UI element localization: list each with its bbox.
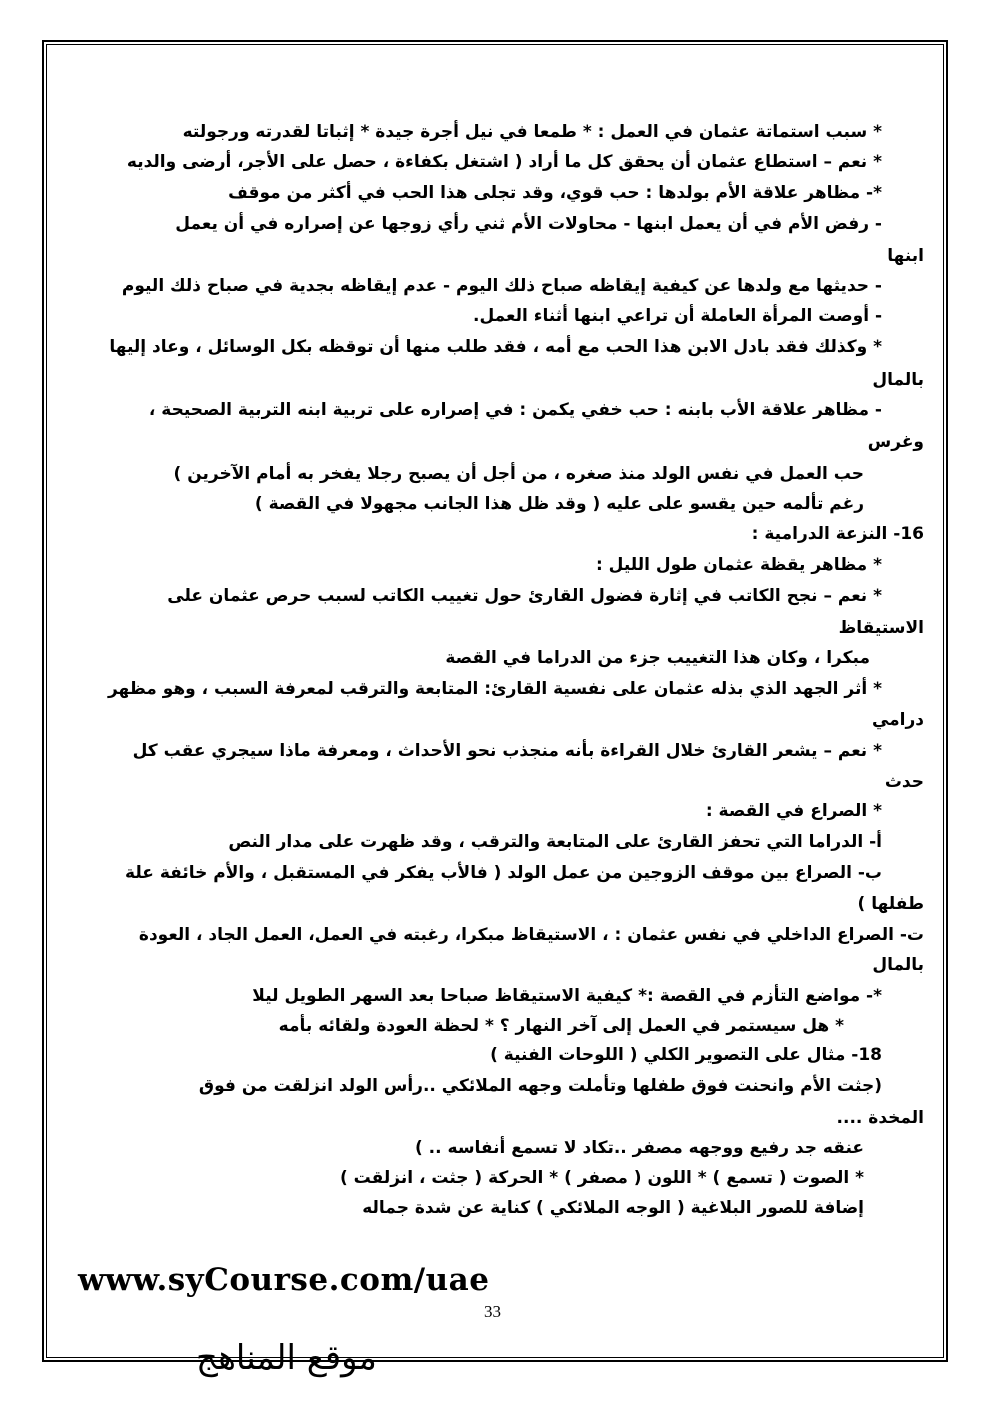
text-line: درامي (871, 710, 924, 730)
text-line: * الصوت ( تسمع ) * اللون ( مصفر ) * الحركة ( جثت ، انزلقت ) (339, 1168, 864, 1188)
text-line: - رفض الأم في أن يعمل ابنها - محاولات الأم ثني رأي زوجها عن إصراره في أن يعمل (175, 214, 882, 234)
text-line: أ- الدراما التي تحفز القارئ على المتابعة والترقب ، وقد ظهرت على مدار النص (228, 832, 882, 852)
site-name-logo: موقع المناهج (196, 1338, 377, 1378)
section-heading: 16- النزعة الدرامية : (751, 524, 924, 544)
section-heading: 18- مثال على التصوير الكلي ( اللوحات الفنية ) (490, 1045, 882, 1065)
text-line: - أوصت المرأة العاملة أن تراعي ابنها أثناء العمل. (473, 306, 882, 326)
text-line: * وكذلك فقد بادل الابن هذا الحب مع أمه ، فقد طلب منها أن توقظه بكل الوسائل ، وعاد إليها (109, 337, 882, 357)
text-line: الاستيقاظ (838, 618, 924, 638)
text-line: ابنها (887, 246, 924, 266)
text-line: ت- الصراع الداخلي في نفس عثمان : ، الاستيقاظ مبكرا، رغبته في العمل، العمل الجاد ، العودة (138, 925, 924, 945)
text-line: * الصراع في القصة : (705, 801, 882, 821)
text-line: - حديثها مع ولدها عن كيفية إيقاظه صباح ذلك اليوم - عدم إيقاظه بجدية في صباح ذلك اليوم (121, 276, 882, 296)
text-line: بالمال (872, 370, 924, 390)
text-line: حدث (884, 772, 924, 792)
text-line: *- مظاهر علاقة الأم بولدها : حب قوي، وقد تجلى هذا الحب في أكثر من موقف (228, 183, 882, 203)
text-line: مبكرا ، وكان هذا التغييب جزء من الدراما في القصة (445, 648, 870, 668)
text-line: إضافة للصور البلاغية ( الوجه الملائكي ) كناية عن شدة جماله (362, 1198, 864, 1218)
text-line: حب العمل في نفس الولد منذ صغره ، من أجل أن يصبح رجلا يفخر به أمام الآخرين ) (173, 464, 864, 484)
text-line: *- مواضع التأزم في القصة :* كيفية الاستيقاظ صباحا بعد السهر الطويل ليلا (252, 986, 882, 1006)
text-line: * سبب استماتة عثمان في العمل : * طمعا في نيل أجرة جيدة * إثباتا لقدرته ورجولته (182, 122, 882, 142)
text-line: رغم تألمه حين يقسو على عليه ( وقد ظل هذا الجانب مجهولا في القصة ) (254, 494, 864, 514)
text-line: ب- الصراع بين موقف الزوجين من عمل الولد ( فالأب يفكر في المستقبل ، والأم خائفة علة (125, 863, 882, 883)
text-line: * نعم – يشعر القارئ خلال القراءة بأنه منجذب نحو الأحداث ، ومعرفة ماذا سيجري عقب كل (132, 741, 882, 761)
text-line: * مظاهر يقظة عثمان طول الليل : (595, 555, 882, 575)
text-line: - مظاهر علاقة الأب بابنه : حب خفي يكمن : في إصراره على تربية ابنه التربية الصحيحة ، (148, 400, 882, 420)
text-line: * نعم – نجح الكاتب في إثارة فضول القارئ حول تغييب الكاتب لسبب حرص عثمان على (167, 586, 882, 606)
text-line: (جثت الأم وانحنت فوق طفلها وتأملت وجهه الملائكي ..رأس الولد انزلقت من فوق (198, 1076, 882, 1096)
text-line: * هل سيستمر في العمل إلى آخر النهار ؟ * لحظة العودة ولقائه بأمه (278, 1016, 844, 1036)
text-line: طفلها ) (857, 894, 924, 914)
text-line: * أثر الجهد الذي بذله عثمان على نفسية القارئ: المتابعة والترقب لمعرفة السبب ، وهو مظهر (107, 679, 882, 699)
text-line: وغرس (867, 432, 924, 452)
text-line: المخدة .... (836, 1108, 924, 1128)
page-number: 33 (484, 1302, 501, 1321)
text-line: بالمال (872, 955, 924, 975)
text-line: * نعم – استطاع عثمان أن يحقق كل ما أراد ( اشتغل بكفاءة ، حصل على الأجر، أرضى والديه (126, 152, 882, 172)
text-line: عنقه جد رفيع ووجهه مصفر ..تكاد لا تسمع أنفاسه .. ) (414, 1138, 864, 1158)
footer-url[interactable]: www.syCourse.com/uae (78, 1262, 490, 1298)
page-border-inner (46, 44, 944, 1358)
